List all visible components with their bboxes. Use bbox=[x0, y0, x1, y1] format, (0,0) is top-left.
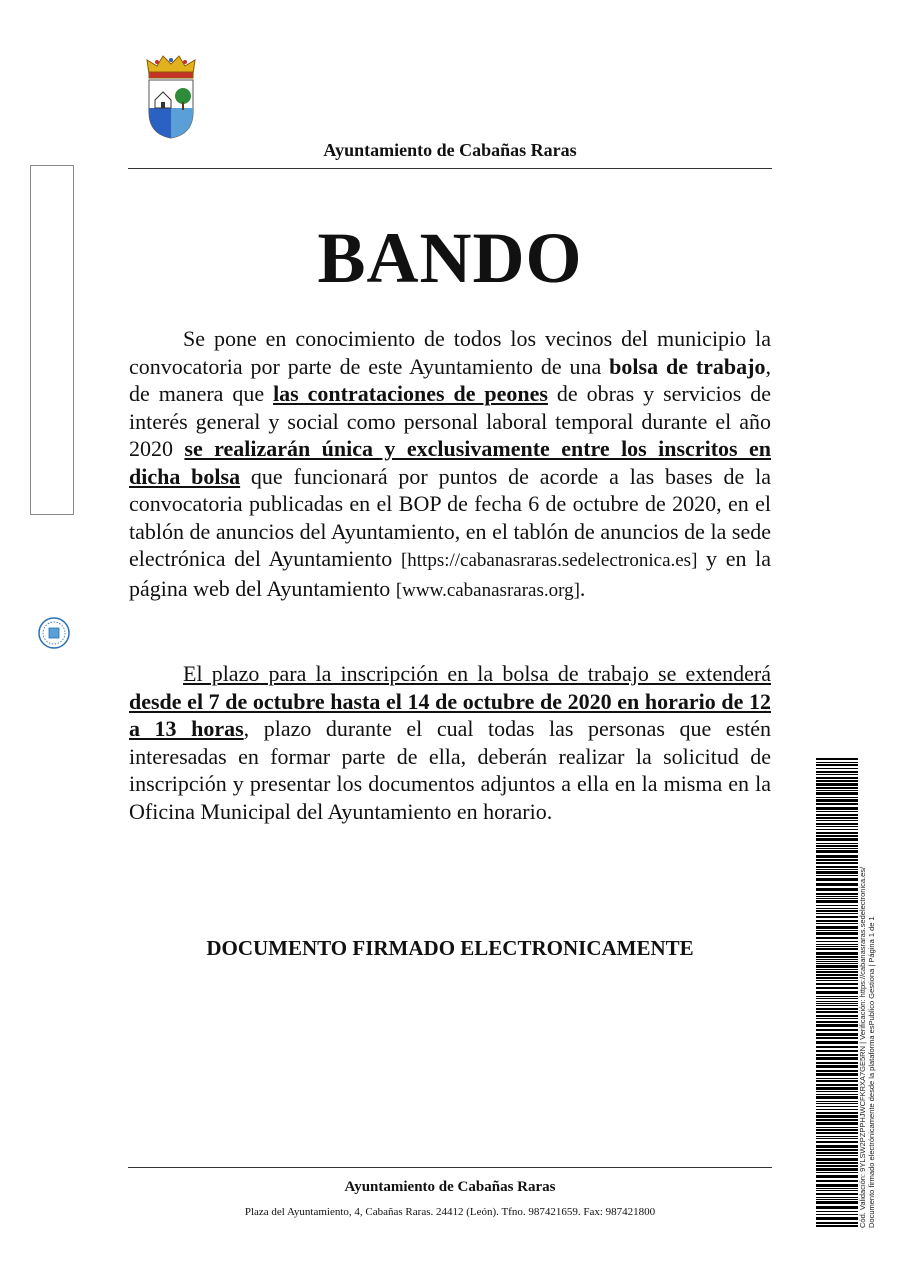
seal-icon bbox=[37, 616, 71, 650]
validation-text bbox=[858, 758, 884, 1228]
p2-text-1: , plazo durante el cual todas las personas que estén interesadas en formar parte de ella, deberán realizar la solicitud de inscripción y presentar los documentos adjuntos a ella en la misma en la Oficina Municipal del Ayuntamiento en horario. bbox=[129, 716, 772, 824]
footer-title: Ayuntamiento de Cabañas Raras bbox=[344, 1179, 556, 1195]
p1-bold-underlined-exclusive: se realizarán única y exclusivamente entre los inscritos en dicha bolsa bbox=[129, 436, 771, 489]
p1-text-3: de obras y servicios de interés general y social como personal laboral temporal durante el año 2020 bbox=[129, 381, 771, 461]
p1-text-4: que funcionará por puntos de acorde a las bases de la convocatoria publicadas en el BOP de fecha 6 de octubre de 2020, en el tablón de anuncios del Ayuntamiento, en el tablón de anuncios de la sede electrónica del Ayuntamiento bbox=[129, 463, 771, 571]
paragraph-announcement bbox=[129, 325, 771, 604]
signature-box bbox=[30, 165, 74, 515]
signed-electronically-note: DOCUMENTO FIRMADO ELECTRONICAMENTE bbox=[206, 936, 694, 960]
p2-bold-underlined-dates: desde el 7 de octubre hasta el 14 de octubre de 2020 en horario de 12 a 13 horas bbox=[129, 688, 771, 741]
p1-text-2: , de manera que bbox=[129, 353, 771, 406]
p2-underlined-period: El plazo para la inscripción en la bolsa de trabajo se extenderá bbox=[183, 661, 771, 686]
paragraph-deadline bbox=[129, 660, 771, 825]
validation-code-line: Cód. Validación: 9YLSW2PZPPHJWCFKRXA7GE5RN | Verificación: https://cabanasraras.sedelectronica.es/ bbox=[858, 866, 867, 1228]
header-divider bbox=[128, 168, 772, 169]
p1-text-5: y en la página web del Ayuntamiento bbox=[129, 546, 771, 601]
sede-electronica-link[interactable]: [https://cabanasraras.sedelectronica.es] bbox=[400, 550, 698, 571]
footer-divider bbox=[128, 1167, 772, 1168]
website-link[interactable]: [www.cabanasraras.org] bbox=[395, 579, 580, 601]
footer-address: Plaza del Ayuntamiento, 4, Cabañas Raras. 24412 (León). Tfno. 987421659. Fax: 987421800 bbox=[244, 1206, 656, 1218]
validation-barcode bbox=[816, 758, 858, 1228]
p1-bold-underlined-hiring: las contrataciones de peones bbox=[273, 381, 548, 406]
p1-text-6: . bbox=[579, 575, 586, 601]
municipal-crest-logo bbox=[143, 50, 199, 140]
document-heading: BANDO bbox=[317, 218, 583, 298]
p1-bold-job-pool: bolsa de trabajo bbox=[609, 353, 766, 379]
p1-text-1: Se pone en conocimiento de todos los vecinos del municipio la convocatoria por parte de este Ayuntamiento de una bbox=[129, 326, 771, 379]
header-title: Ayuntamiento de Cabañas Raras bbox=[323, 140, 577, 160]
validation-platform-line: Documento firmado electrónicamente desde la plataforma esPublico Gestiona | Página 1 de 1 bbox=[867, 916, 876, 1228]
